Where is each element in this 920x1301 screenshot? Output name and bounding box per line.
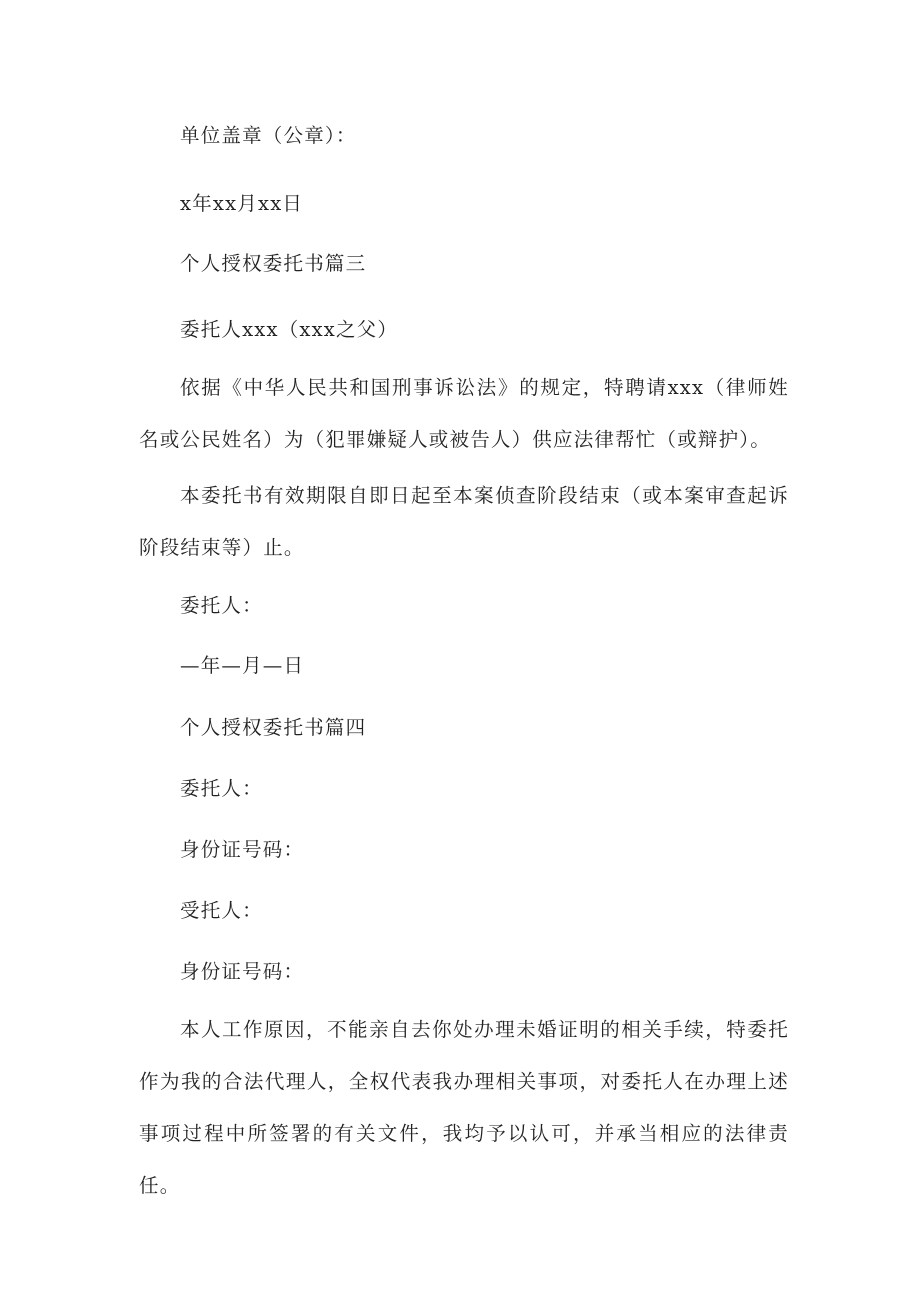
date-blank-line: —年—月—日 xyxy=(180,654,305,677)
date-line: x年xx月xx日 xyxy=(180,192,304,215)
section-heading-3: 个人授权委托书篇三 xyxy=(180,252,367,275)
principal-id-label: 身份证号码： xyxy=(180,838,305,861)
principal-label: 委托人： xyxy=(180,777,263,800)
paragraph-law: 依据《中华人民共和国刑事诉讼法》的规定，特聘请xxx（律师姓名或公民姓名）为（犯罪嫌疑人或被告人）供应法律帮忙（或辩护）。 xyxy=(139,376,789,451)
seal-line: 单位盖章（公章）： xyxy=(180,124,357,147)
agent-id-label: 身份证号码： xyxy=(180,960,305,983)
principal-line: 委托人xxx（xxx之父） xyxy=(180,318,399,341)
agent-label: 受托人： xyxy=(180,899,263,922)
section-heading-4: 个人授权委托书篇四 xyxy=(180,716,367,739)
paragraph-marriage-certificate: 本人工作原因，不能亲自去你处办理未婚证明的相关手续，特委托作为我的合法代理人，全权代表我办理相关事项，对委托人在办理上述事项过程中所签署的有关文件，我均予以认可，并承当相应的法律责任。 xyxy=(139,1018,789,1197)
principal-signature-label: 委托人： xyxy=(180,594,263,617)
paragraph-validity: 本委托书有效期限自即日起至本案侦查阶段结束（或本案审查起诉阶段结束等）止。 xyxy=(139,484,789,559)
